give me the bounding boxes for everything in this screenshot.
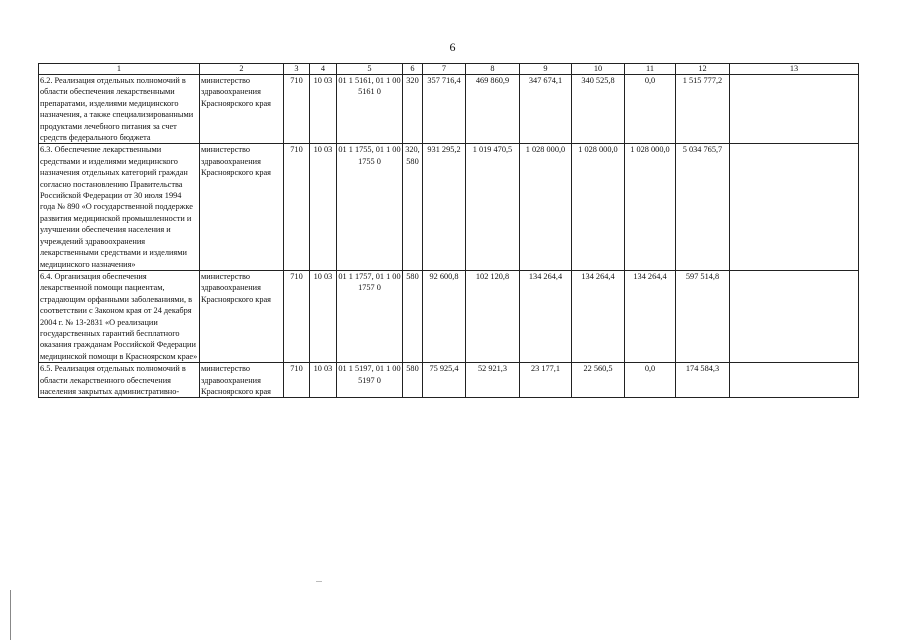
table-row [39,363,859,398]
header-col-9: 9 [520,64,572,75]
measure-name: 6.3. Обеспечение лекарственными средствами и изделиями медицинского назначения отдельных категорий граждан согласно постановлению Правительства Российской Федерации от 30 июля 1994 года № 890 «О государственной поддержке развития медицинской промышленности и улучшении обеспечения населения и учреждений здравоохранения лекарственными средствами и изделиями медицинского назначения» [39,144,200,270]
table-row [39,75,859,144]
value-col-9: 347 674,1 [520,75,572,144]
value-col-10: 1 028 000,0 [572,144,625,270]
header-col-3: 3 [284,64,310,75]
value-total: 5 034 765,7 [676,144,730,270]
expected-result [730,363,859,398]
vr-code: 580 [403,270,423,362]
header-col-1: 1 [39,64,200,75]
measure-name: 6.5. Реализация отдельных полномочий в области лекарственного обеспечения населения закрытых административно- [39,363,200,398]
vr-code: 320 [403,75,423,144]
measure-name: 6.4. Организация обеспечения лекарственной помощи пациентам, страдающим орфанными заболеваниями, в соответствии с Законом края от 24 декабря 2004 г. № 13-2831 «О реализации государственных гарантий бесплатного оказания гражданам Российской Федерации медицинской помощи в Красноярском крае» [39,270,200,362]
rzpr-code: 10 03 [310,144,337,270]
expected-result [730,144,859,270]
header-col-11: 11 [625,64,676,75]
grbs-code: 710 [284,75,310,144]
measure-name: 6.2. Реализация отдельных полномочий в области обеспечения лекарственными препаратами, изделиями медицинского назначения, а также специализированными продуктами лечебного питания за счет средств федерального бюджета [39,75,200,144]
grbs-code: 710 [284,363,310,398]
value-col-11: 1 028 000,0 [625,144,676,270]
value-col-10: 340 525,8 [572,75,625,144]
value-col-9: 134 264,4 [520,270,572,362]
value-col-11: 0,0 [625,75,676,144]
value-col-7: 92 600,8 [423,270,466,362]
rzpr-code: 10 03 [310,75,337,144]
grbs-code: 710 [284,270,310,362]
csr-code: 01 1 1755, 01 1 00 1755 0 [337,144,403,270]
header-col-10: 10 [572,64,625,75]
budget-table [38,63,859,398]
header-col-13: 13 [730,64,859,75]
scan-mark [316,581,322,582]
table-row [39,144,859,270]
page-number: 6 [449,40,456,54]
header-col-5: 5 [337,64,403,75]
table-row [39,270,859,362]
value-col-8: 1 019 470,5 [466,144,520,270]
value-col-9: 23 177,1 [520,363,572,398]
table-body [39,75,859,398]
value-col-10: 22 560,5 [572,363,625,398]
expected-result [730,270,859,362]
executor: министерство здравоохранения Красноярского края [200,363,284,398]
executor: министерство здравоохранения Красноярского края [200,270,284,362]
header-col-8: 8 [466,64,520,75]
csr-code: 01 1 5197, 01 1 00 5197 0 [337,363,403,398]
value-col-11: 134 264,4 [625,270,676,362]
value-col-7: 75 925,4 [423,363,466,398]
header-col-7: 7 [423,64,466,75]
vr-code: 580 [403,363,423,398]
header-col-2: 2 [200,64,284,75]
header-col-12: 12 [676,64,730,75]
value-col-8: 102 120,8 [466,270,520,362]
executor: министерство здравоохранения Красноярского края [200,75,284,144]
csr-code: 01 1 1757, 01 1 00 1757 0 [337,270,403,362]
header-col-4: 4 [310,64,337,75]
executor: министерство здравоохранения Красноярского края [200,144,284,270]
csr-code: 01 1 5161, 01 1 00 5161 0 [337,75,403,144]
value-col-11: 0,0 [625,363,676,398]
rzpr-code: 10 03 [310,363,337,398]
value-col-9: 1 028 000,0 [520,144,572,270]
value-total: 174 584,3 [676,363,730,398]
header-col-6: 6 [403,64,423,75]
scan-edge-line [10,590,11,640]
value-col-7: 931 295,2 [423,144,466,270]
vr-code: 320, 580 [403,144,423,270]
value-col-10: 134 264,4 [572,270,625,362]
rzpr-code: 10 03 [310,270,337,362]
value-col-7: 357 716,4 [423,75,466,144]
value-total: 1 515 777,2 [676,75,730,144]
value-col-8: 52 921,3 [466,363,520,398]
expected-result [730,75,859,144]
grbs-code: 710 [284,144,310,270]
header-row [39,64,859,75]
table-header [39,64,859,75]
value-col-8: 469 860,9 [466,75,520,144]
value-total: 597 514,8 [676,270,730,362]
